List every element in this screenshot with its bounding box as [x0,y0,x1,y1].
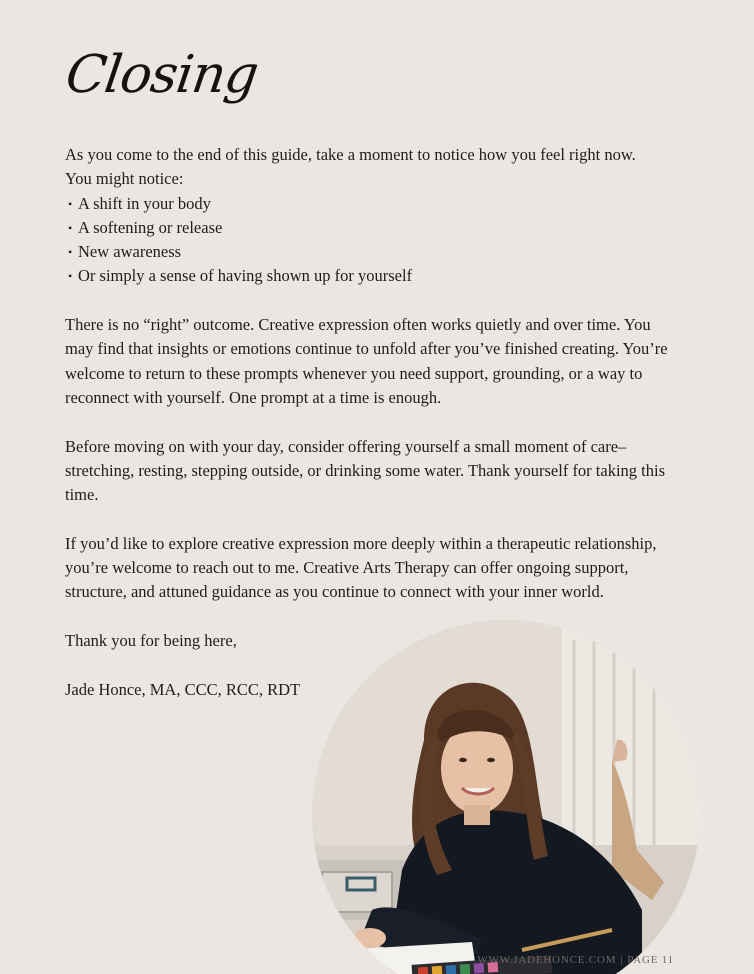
list-item: • Or simply a sense of having shown up for yourself [65,264,675,288]
thanks-line: Thank you for being here, [65,630,237,650]
footer-separator: | [620,954,624,966]
outcome-paragraph: There is no “right” outcome. Creative expression often works quietly and over time. You may find that insights or emotions continue to unfold after you’ve finished creating. You’re welcome to return to these prompts whenever you need support, grounding, or a way to reconnect with yourself. One prompt at a time is enough. [65,315,668,407]
list-item: • A softening or release [65,216,675,240]
page-title: Closing [62,45,262,105]
list-item: • A shift in your body [65,192,675,216]
notice-list [65,192,675,289]
signature-line: Jade Honce, MA, CCC, RCC, RDT [65,679,301,699]
therapy-paragraph: If you’d like to explore creative expression more deeply within a therapeutic relationship, you’re welcome to reach out to me. Creative Arts Therapy can offer ongoing support, structure, and attuned guidance as you continue to connect with your inner world. [65,533,657,602]
list-item: • New awareness [65,240,675,264]
page-number: PAGE 11 [627,954,674,966]
page-footer [477,954,674,966]
intro-paragraph [65,143,675,192]
care-paragraph: Before moving on with your day, consider offering yourself a small moment of care– stretching, resting, stepping outside, or drinking some water. Thank yourself for taking this time. [65,436,666,505]
website-link[interactable]: WWW.JADEHONCE.COM [477,954,617,966]
intro-line-2: You might notice: [65,169,184,189]
intro-line-1: As you come to the end of this guide, take a moment to notice how you feel right now. [65,145,636,164]
